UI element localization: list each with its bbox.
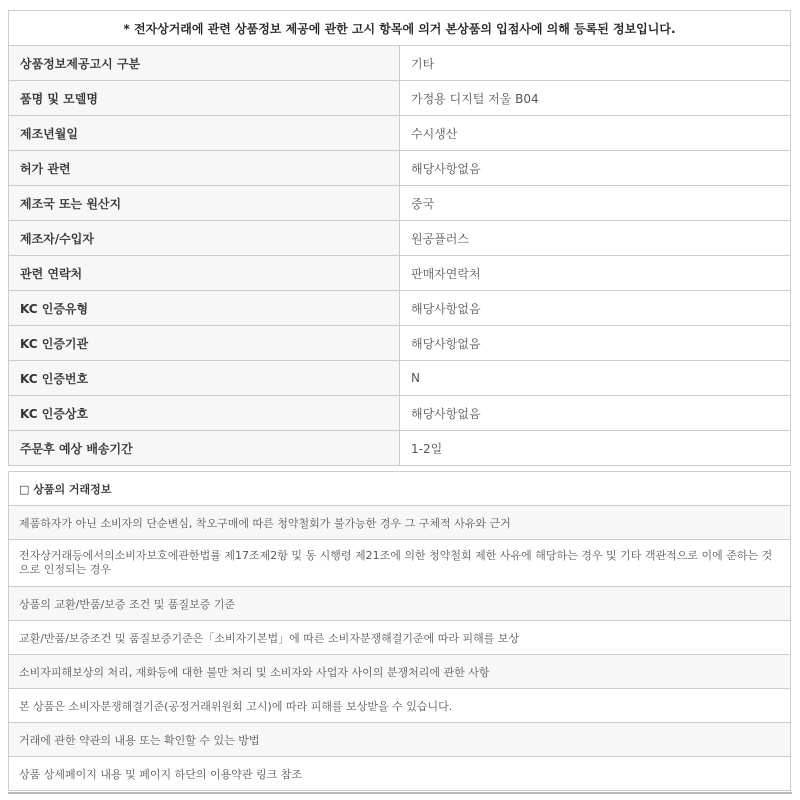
bottom-divider <box>8 792 792 794</box>
trade-title: □ 상품의 거래정보 <box>9 472 791 506</box>
info-row <box>9 396 791 431</box>
info-row <box>9 151 791 186</box>
info-label: KC 인증유형 <box>9 291 400 326</box>
trade-value-row <box>9 689 791 723</box>
info-label: KC 인증번호 <box>9 361 400 396</box>
info-value: 수시생산 <box>400 116 791 151</box>
trade-info-body <box>9 472 791 791</box>
info-value: N <box>400 361 791 396</box>
info-value: 중국 <box>400 186 791 221</box>
info-value: 기타 <box>400 46 791 81</box>
info-label: 허가 관련 <box>9 151 400 186</box>
info-row <box>9 326 791 361</box>
notice-text: * 전자상거래에 관련 상품정보 제공에 관한 고시 항목에 의거 본상품의 입점사에 의해 등록된 정보입니다. <box>9 11 791 46</box>
trade-title-row <box>9 472 791 506</box>
info-value: 원공플러스 <box>400 221 791 256</box>
trade-label-row <box>9 655 791 689</box>
info-row <box>9 81 791 116</box>
info-value: 가정용 디지털 저울 B04 <box>400 81 791 116</box>
trade-label: 거래에 관한 약관의 내용 또는 확인할 수 있는 방법 <box>9 723 791 757</box>
trade-label: 제품하자가 아닌 소비자의 단순변심, 착오구매에 따른 청약철회가 불가능한 경우 그 구체적 사유와 근거 <box>9 506 791 540</box>
trade-value-row <box>9 757 791 791</box>
trade-label: 상품의 교환/반품/보증 조건 및 품질보증 기준 <box>9 587 791 621</box>
info-label: KC 인증상호 <box>9 396 400 431</box>
trade-value: 교환/반품/보증조건 및 품질보증기준은「소비자기본법」에 따른 소비자분쟁해결기준에 따라 피해를 보상 <box>9 621 791 655</box>
info-label: 제조자/수입자 <box>9 221 400 256</box>
trade-value: 본 상품은 소비자분쟁해결기준(공정거래위원회 고시)에 따라 피해를 보상받을 수 있습니다. <box>9 689 791 723</box>
trade-value-row <box>9 621 791 655</box>
info-value: 해당사항없음 <box>400 291 791 326</box>
info-row <box>9 361 791 396</box>
info-value: 해당사항없음 <box>400 151 791 186</box>
info-label: 제조국 또는 원산지 <box>9 186 400 221</box>
info-label: 주문후 예상 배송기간 <box>9 431 400 466</box>
trade-label-row <box>9 723 791 757</box>
info-label: 상품정보제공고시 구분 <box>9 46 400 81</box>
info-label: 제조년월일 <box>9 116 400 151</box>
info-value: 해당사항없음 <box>400 326 791 361</box>
info-row <box>9 186 791 221</box>
info-row <box>9 431 791 466</box>
trade-label-row <box>9 587 791 621</box>
info-row <box>9 46 791 81</box>
info-row <box>9 221 791 256</box>
trade-label: 소비자피해보상의 처리, 재화등에 대한 불만 처리 및 소비자와 사업자 사이의 분쟁처리에 관한 사항 <box>9 655 791 689</box>
trade-value: 전자상거래등에서의소비자보호에관한법률 제17조제2항 및 동 시행령 제21조에 의한 청약철회 제한 사유에 해당하는 경우 및 기타 객관적으로 이에 준하는 것으로 인정되는 경우 <box>9 540 791 587</box>
info-row <box>9 291 791 326</box>
info-label: 관련 연락처 <box>9 256 400 291</box>
trade-value: 상품 상세페이지 내용 및 페이지 하단의 이용약관 링크 참조 <box>9 757 791 791</box>
info-value: 1-2일 <box>400 431 791 466</box>
trade-value-row <box>9 540 791 587</box>
product-info-table <box>8 10 791 466</box>
trade-label-row <box>9 506 791 540</box>
trade-info-table <box>8 471 791 791</box>
info-row <box>9 256 791 291</box>
info-value: 해당사항없음 <box>400 396 791 431</box>
info-row <box>9 116 791 151</box>
info-label: 품명 및 모델명 <box>9 81 400 116</box>
notice-row <box>9 11 791 46</box>
info-value: 판매자연락처 <box>400 256 791 291</box>
product-info-body <box>9 11 791 466</box>
info-label: KC 인증기관 <box>9 326 400 361</box>
